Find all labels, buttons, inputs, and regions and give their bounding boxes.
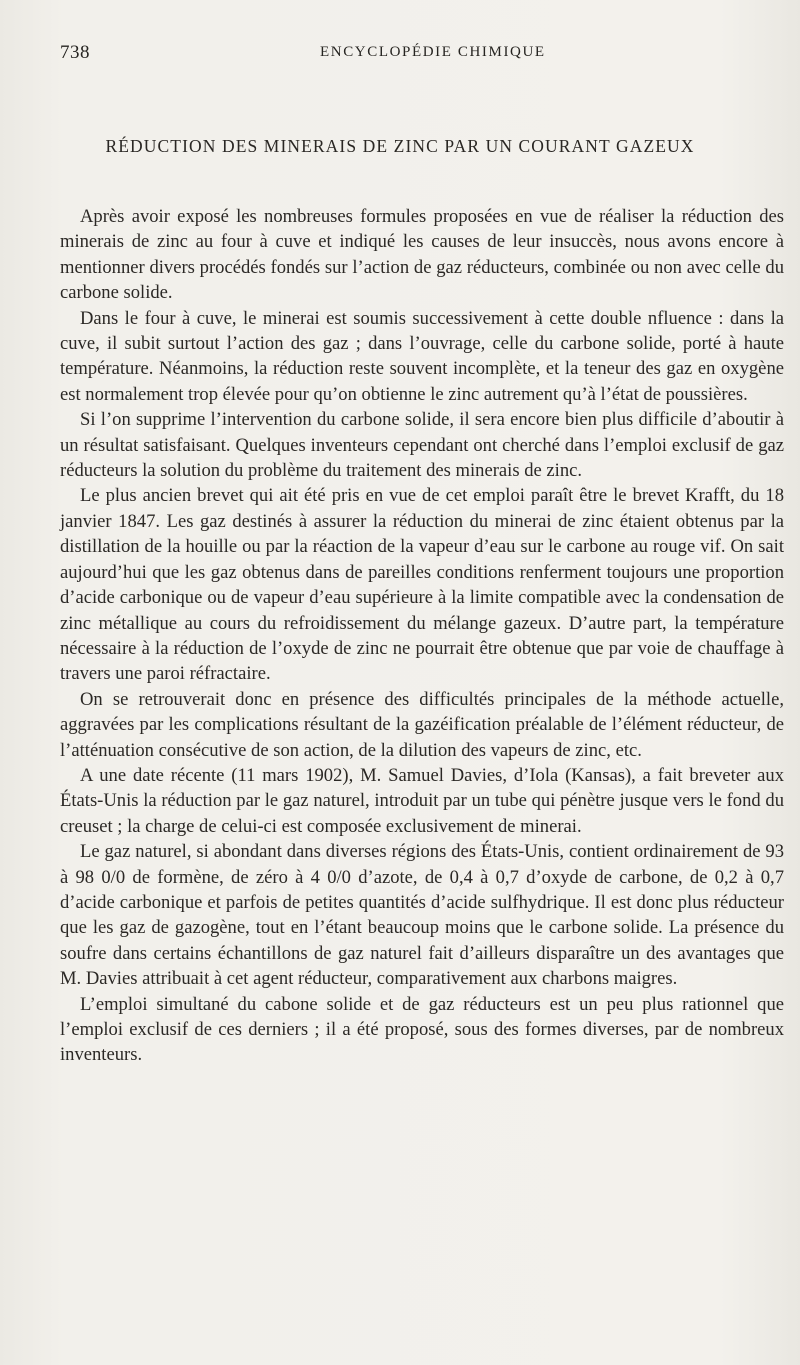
running-title: ENCYCLOPÉDIE CHIMIQUE bbox=[320, 44, 546, 60]
paragraph: Le gaz naturel, si abondant dans diverses régions des États-Unis, contient ordinairement de 93 à 98 0/0 de formène, de zéro à 4 0/0 d’azote, de 0,4 à 0,7 d’oxyde de carbone, de 0,2 à 0,7 d’acide carbonique et parfois de petites quantités d’acide sulfhydrique. Il est donc plus réducteur que les gaz de gazogène, tout en l’étant beaucoup moins que le carbone solide. La présence du soufre dans certains échantillons de gaz naturel fait d’ailleurs disparaître un des avantages que M. Davies attribuait à cet agent réducteur, comparativement aux charbons maigres. bbox=[60, 841, 784, 990]
paragraph: A une date récente (11 mars 1902), M. Samuel Davies, d’Iola (Kansas), a fait breveter aux États-Unis la réduction par le gaz naturel, introduit par un tube qui pénètre jusque vers le fond du creuset ; la charge de celui-ci est composée exclusivement de minerai. bbox=[60, 764, 784, 837]
paragraph: On se retrouverait donc en présence des difficultés principales de la méthode actuelle, aggravées par les complications résultant de la gazéification préalable de l’élément réducteur, de l’atténuation consécutive de son action, de la dilution des vapeurs de zinc, etc. bbox=[60, 688, 784, 761]
page-number: 738 bbox=[60, 42, 90, 63]
section-title: RÉDUCTION DES MINERAIS DE ZINC PAR UN COURANT GAZEUX bbox=[105, 136, 695, 156]
paragraph: Si l’on supprime l’intervention du carbone solide, il sera encore bien plus difficile d’aboutir à un résultat satisfaisant. Quelques inventeurs cependant ont cherché dans l’emploi exclusif de gaz réducteurs la solution du problème du traitement des minerais de zinc. bbox=[60, 409, 784, 482]
running-head bbox=[60, 42, 760, 66]
paragraph: L’emploi simultané du cabone solide et de gaz réducteurs est un peu plus rationnel que l’emploi exclusif de ces derniers ; il a été proposé, sous des formes diverses, par de nombreux inventeurs. bbox=[60, 993, 784, 1066]
body-text bbox=[60, 204, 784, 1068]
paragraph: Le plus ancien brevet qui ait été pris en vue de cet emploi paraît être le brevet Krafft, du 18 janvier 1847. Les gaz destinés à assurer la réduction du minerai de zinc étaient obtenus par la distillation de la houille ou par la réaction de la vapeur d’eau sur le carbone au rouge vif. On sait aujourd’hui que les gaz obtenus dans de pareilles conditions renferment toujours une proportion d’acide carbonique ou de vapeur d’eau supérieure à la limite compatible avec la condensation de zinc métallique au cours du refroidissement du mélange gazeux. D’autre part, la température nécessaire à la réduction de l’oxyde de zinc ne pourrait être obtenue que par voie de chauffage à travers une paroi réfractaire. bbox=[60, 485, 784, 685]
paragraph: Après avoir exposé les nombreuses formules proposées en vue de réaliser la réduction des minerais de zinc au four à cuve et indiqué les causes de leur insuccès, nous avons encore à mentionner divers procédés fondés sur l’action de gaz réducteurs, combinée ou non avec celle du carbone solide. bbox=[60, 206, 784, 304]
paragraph: Dans le four à cuve, le minerai est soumis successivement à cette double nfluence : dans la cuve, il subit surtout l’action des gaz ; dans l’ouvrage, celle du carbone solide, porté à haute température. Néanmoins, la réduction reste souvent incomplète, et la teneur des gaz en oxygène est normalement trop élevée pour qu’on obtienne le zinc autrement qu’à l’état de poussières. bbox=[60, 307, 784, 405]
